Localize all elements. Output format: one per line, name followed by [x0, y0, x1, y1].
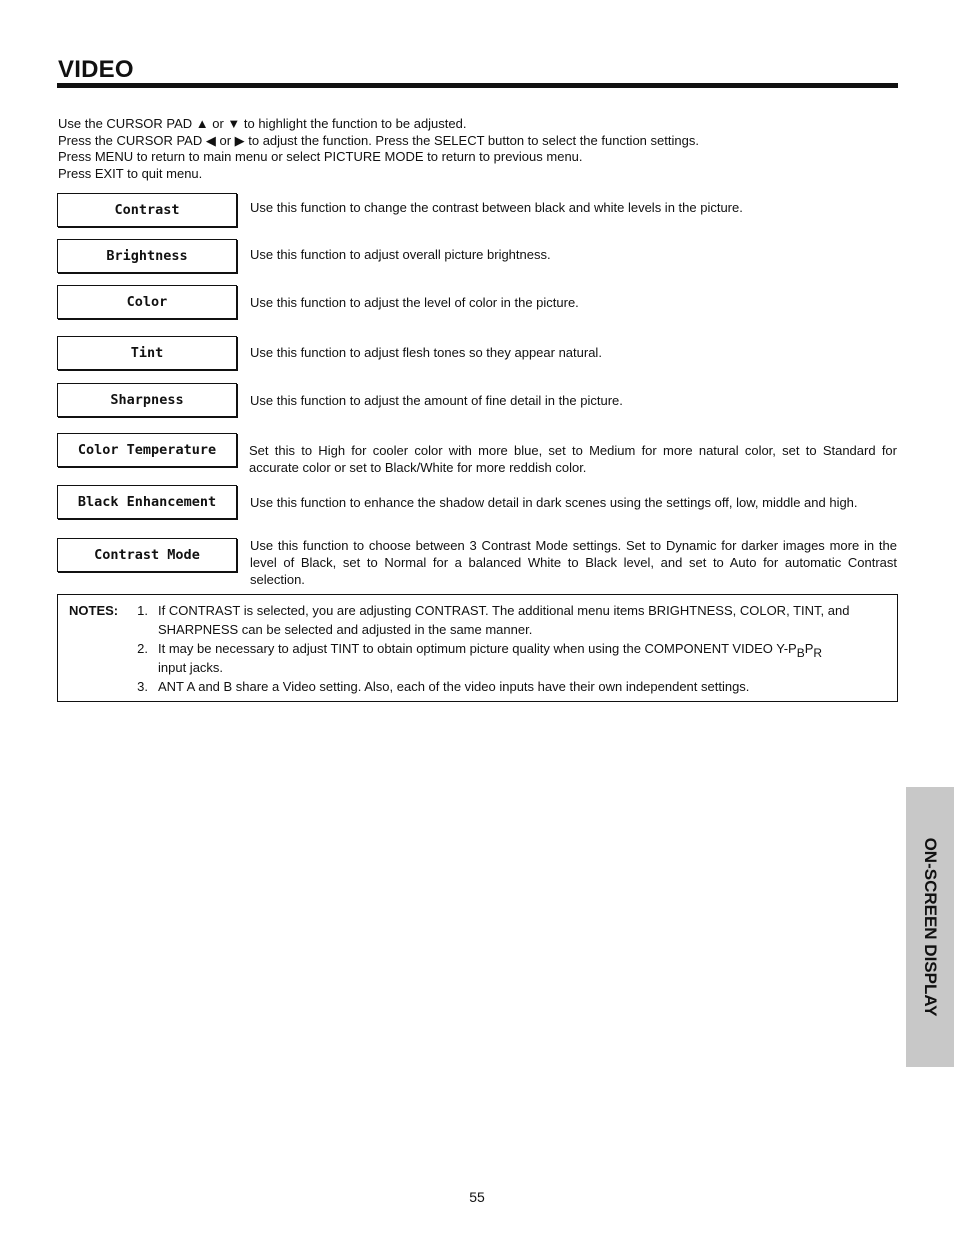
instruction-line: Press EXIT to quit menu. [58, 165, 203, 181]
section-side-tab [906, 787, 954, 1067]
function-label-black-enhancement: Black Enhancement [57, 485, 237, 519]
function-label-tint: Tint [57, 336, 237, 370]
function-label-color: Color [57, 285, 237, 319]
function-label-sharpness: Sharpness [57, 383, 237, 417]
function-desc-contrast-mode: Use this function to choose between 3 Contrast Mode settings. Set to Dynamic for darker images more in the level of Black, set to Normal for a balanced White to Black level, and set to Auto for automatic Contrast selection. [250, 538, 897, 587]
instruction-line: Press the CURSOR PAD ◀ or ▶ to adjust the function. Press the SELECT button to select the function settings. [58, 132, 699, 148]
note-text: It may be necessary to adjust TINT to obtain optimum picture quality when using the COMPONENT VIDEO $Y-P_BP_R$ input jacks. [158, 641, 823, 675]
page-number: 55 [469, 1189, 485, 1205]
function-label-contrast-mode: Contrast Mode [57, 538, 237, 572]
side-tab-label: ON-SCREEN DISPLAY [921, 837, 940, 1017]
notes-box [57, 594, 898, 702]
instruction-line: Press MENU to return to main menu or select PICTURE MODE to return to previous menu. [58, 149, 583, 165]
function-desc-sharpness: Use this function to adjust the amount of fine detail in the picture. [250, 393, 623, 408]
note-number: 2. [137, 641, 148, 656]
function-desc-black-enhancement: Use this function to enhance the shadow detail in dark scenes using the settings off, low, middle and high. [250, 495, 858, 510]
function-desc-contrast: Use this function to change the contrast between black and white levels in the picture. [250, 200, 743, 215]
function-desc-tint: Use this function to adjust flesh tones so they appear natural. [250, 345, 602, 360]
note-number: 1. [137, 603, 148, 618]
instructions [58, 116, 898, 182]
function-label-contrast: Contrast [57, 193, 237, 227]
title-divider [57, 83, 898, 88]
note-text: ANT A and B share a Video setting. Also, each of the video inputs have their own independent settings. [158, 679, 750, 694]
notes-label: NOTES: [69, 603, 119, 618]
note-number: 3. [137, 679, 148, 694]
function-desc-brightness: Use this function to adjust overall picture brightness. [250, 247, 551, 262]
function-desc-color: Use this function to adjust the level of color in the picture. [250, 295, 579, 310]
instruction-line: Use the CURSOR PAD ▲ or ▼ to highlight the function to be adjusted. [58, 116, 467, 131]
page-title: VIDEO [58, 56, 134, 83]
function-label-brightness: Brightness [57, 239, 237, 273]
function-label-color-temperature: Color Temperature [57, 433, 237, 467]
function-desc-color-temperature: Set this to High for cooler color with more blue, set to Medium for more natural color, set to Standard for accurate color or set to Black/White for more reddish color. [249, 443, 897, 475]
note-text: If CONTRAST is selected, you are adjusting CONTRAST. The additional menu items BRIGHTNESS, COLOR, TINT, and SHARPNESS can be selected and adjusted in the same manner. [158, 603, 850, 637]
